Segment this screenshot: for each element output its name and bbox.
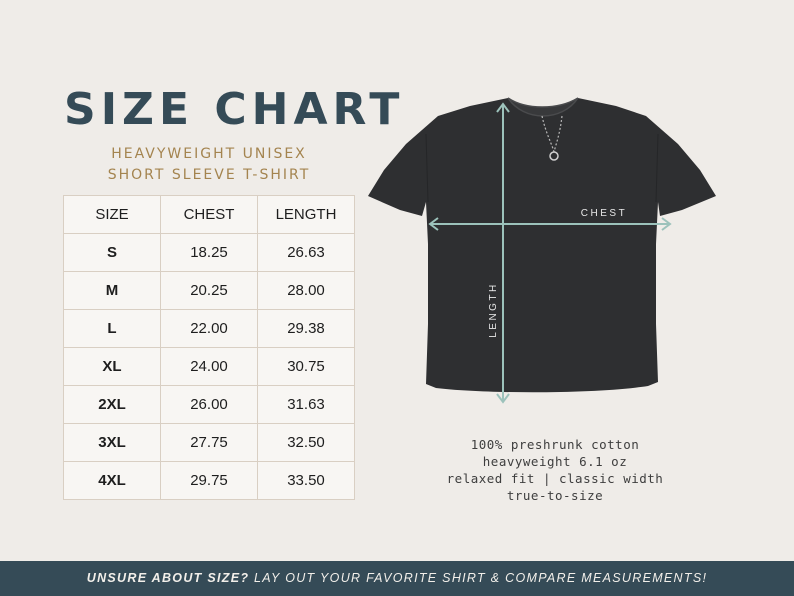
table-row — [64, 348, 355, 386]
footer-banner — [0, 561, 794, 596]
table-row — [64, 462, 355, 500]
spec-line: true-to-size — [506, 488, 604, 503]
chest-label: CHEST — [580, 208, 628, 219]
chest-cell: 20.25 — [161, 272, 258, 310]
length-cell: 31.63 — [258, 386, 355, 424]
column-header: CHEST — [161, 196, 258, 234]
length-label: LENGTH — [488, 282, 499, 338]
length-cell: 33.50 — [258, 462, 355, 500]
size-cell: 4XL — [64, 462, 161, 500]
chest-cell: 27.75 — [161, 424, 258, 462]
spec-line: 100% preshrunk cotton — [470, 437, 640, 452]
size-cell: L — [64, 310, 161, 348]
size-cell: 3XL — [64, 424, 161, 462]
size-cell: S — [64, 234, 161, 272]
footer-text: LAY OUT YOUR FAVORITE SHIRT & COMPARE MEASUREMENTS! — [249, 571, 708, 585]
size-cell: M — [64, 272, 161, 310]
chest-cell: 26.00 — [161, 386, 258, 424]
length-cell: 30.75 — [258, 348, 355, 386]
tshirt-shape — [368, 98, 716, 392]
page-title: SIZE CHART — [64, 84, 405, 135]
tshirt-illustration — [366, 94, 718, 414]
subtitle-line-2: SHORT SLEEVE T-SHIRT — [107, 167, 311, 183]
spec-line: heavyweight 6.1 oz — [482, 454, 628, 469]
chest-cell: 29.75 — [161, 462, 258, 500]
shirt-diagram — [366, 94, 718, 414]
table-row — [64, 386, 355, 424]
table-row — [64, 424, 355, 462]
size-table — [63, 195, 355, 500]
table-row — [64, 272, 355, 310]
product-specs — [430, 436, 680, 504]
column-header: SIZE — [64, 196, 161, 234]
size-cell: 2XL — [64, 386, 161, 424]
chest-cell: 24.00 — [161, 348, 258, 386]
length-cell: 28.00 — [258, 272, 355, 310]
length-cell: 29.38 — [258, 310, 355, 348]
table-row — [64, 234, 355, 272]
column-header: LENGTH — [258, 196, 355, 234]
subtitle-line-1: HEAVYWEIGHT UNISEX — [111, 146, 307, 162]
length-cell: 32.50 — [258, 424, 355, 462]
spec-line: relaxed fit | classic width — [446, 471, 664, 486]
chest-cell: 18.25 — [161, 234, 258, 272]
footer-bold-text: UNSURE ABOUT SIZE? — [86, 571, 250, 585]
table-row — [64, 310, 355, 348]
size-cell: XL — [64, 348, 161, 386]
chest-cell: 22.00 — [161, 310, 258, 348]
table-header-row — [64, 196, 355, 234]
length-cell: 26.63 — [258, 234, 355, 272]
